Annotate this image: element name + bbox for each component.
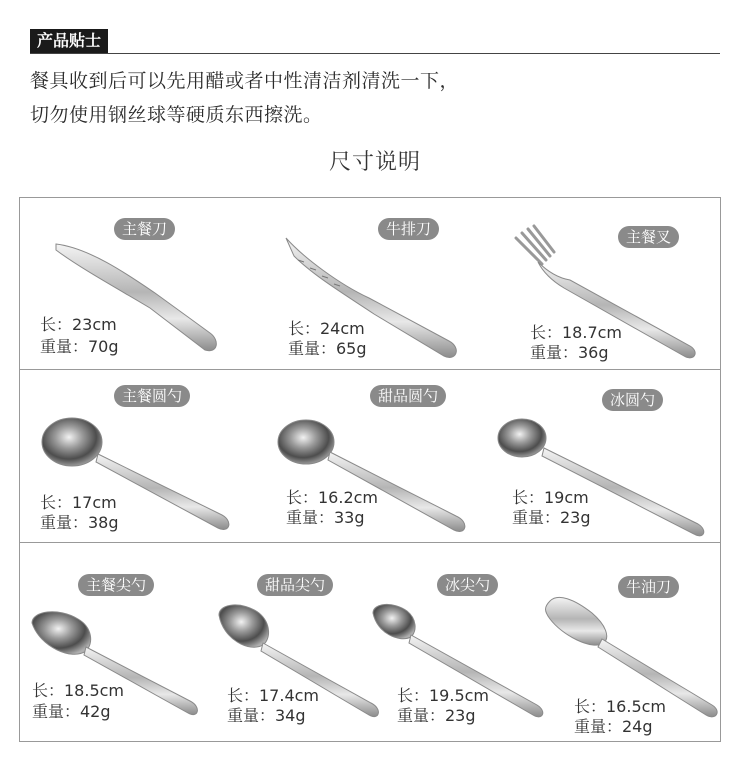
item-weight: 重量：38g <box>40 513 119 532</box>
item-weight: 重量：23g <box>397 706 476 725</box>
item-length: 长：19cm <box>512 488 589 507</box>
item-dinner-fork <box>500 198 720 369</box>
table-row <box>20 543 720 741</box>
item-name: 主餐圆勺 <box>114 385 190 407</box>
item-length: 长：18.5cm <box>32 681 125 700</box>
item-dinner-knife <box>20 198 260 369</box>
item-weight: 重量：34g <box>227 706 306 725</box>
table-row <box>20 370 720 543</box>
item-name: 主餐刀 <box>114 218 175 240</box>
item-name: 冰圆勺 <box>602 389 663 411</box>
item-weight: 重量：42g <box>32 702 111 721</box>
section-tag: 产品贴士 <box>30 29 108 53</box>
item-ice-round-spoon <box>500 370 720 542</box>
item-dinner-round-spoon <box>20 370 260 542</box>
item-weight: 重量：36g <box>530 343 609 362</box>
size-table <box>19 197 721 742</box>
section-title: 尺寸说明 <box>328 150 421 175</box>
item-length: 长：17cm <box>40 493 117 512</box>
item-length: 长：18.7cm <box>530 323 623 342</box>
item-dessert-round-spoon <box>260 370 500 542</box>
notice-line-2: 切勿使用钢丝球等硬质东西擦洗。 <box>30 104 323 126</box>
item-name: 甜品尖勺 <box>257 574 333 596</box>
item-weight: 重量：33g <box>286 508 365 527</box>
item-name: 主餐尖勺 <box>78 574 154 596</box>
item-length: 长：19.5cm <box>397 686 490 705</box>
item-name: 甜品圆勺 <box>370 385 446 407</box>
item-weight: 重量：70g <box>40 337 119 356</box>
item-steak-knife <box>260 198 500 369</box>
item-weight: 重量：23g <box>512 508 591 527</box>
divider <box>30 53 720 54</box>
item-dessert-pointed-spoon <box>205 543 375 741</box>
item-name: 主餐叉 <box>618 226 679 248</box>
item-length: 长：17.4cm <box>227 686 320 705</box>
item-length: 长：16.5cm <box>574 697 667 716</box>
item-weight: 重量：24g <box>574 717 653 736</box>
notice-line-1: 餐具收到后可以先用醋或者中性清洁剂清洗一下， <box>30 70 460 92</box>
item-length: 长：23cm <box>40 315 117 334</box>
table-row <box>20 198 720 370</box>
item-weight: 重量：65g <box>288 339 367 358</box>
item-dinner-pointed-spoon <box>20 543 205 741</box>
item-name: 牛油刀 <box>618 576 679 598</box>
item-length: 长：24cm <box>288 319 365 338</box>
item-length: 长：16.2cm <box>286 488 379 507</box>
item-name: 冰尖勺 <box>437 574 498 596</box>
item-ice-pointed-spoon <box>375 543 550 741</box>
item-name: 牛排刀 <box>378 218 439 240</box>
item-butter-knife <box>550 543 720 741</box>
